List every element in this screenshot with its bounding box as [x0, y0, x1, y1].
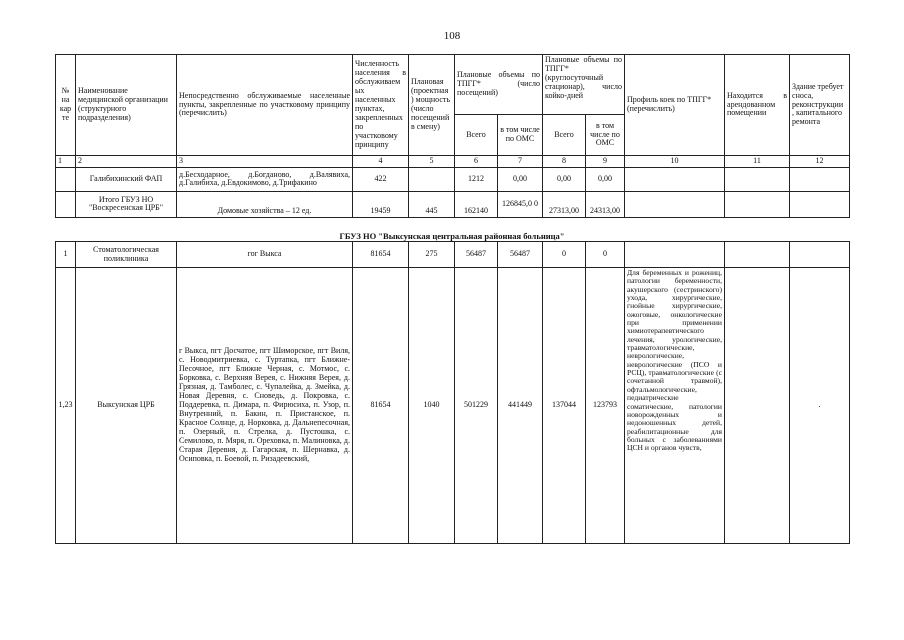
- visits-total: 56487: [455, 242, 498, 268]
- header-population: Численность населения в обслуживаем ых населенных пунктах, закрепленных по участковому принципу: [353, 55, 409, 156]
- subheader-beds-total: Всего: [543, 115, 586, 156]
- row-number: 1: [56, 242, 76, 268]
- capacity: 1040: [409, 268, 455, 544]
- capacity: [409, 167, 455, 191]
- subheader-visits-total: Всего: [455, 115, 498, 156]
- header-repair: Здание требует сноса, реконструкции , капитального ремонта: [790, 55, 850, 156]
- column-number: 8: [543, 156, 586, 168]
- column-number: 4: [353, 156, 409, 168]
- column-number: 11: [725, 156, 790, 168]
- population: 81654: [353, 242, 409, 268]
- organization-name: Стоматологическая поликлиника: [76, 242, 177, 268]
- visits-total: 501229: [455, 268, 498, 544]
- bed-profile: [625, 191, 725, 217]
- settlements: д.Бесходарное, д.Богданово, д.Валявиха, д.Галибиха, д.Евдокимово, д.Трифакино: [177, 167, 353, 191]
- visits-oms: 56487: [498, 242, 543, 268]
- header-number: № на кар те: [56, 55, 76, 156]
- row-number: [56, 191, 76, 217]
- column-number: 7: [498, 156, 543, 168]
- bed-days-total: 137044: [543, 268, 586, 544]
- rented-flag: [725, 268, 790, 544]
- bed-days-oms: 0: [586, 242, 625, 268]
- header-capacity: Плановая (проектная ) мощность (число посещений в смену): [409, 55, 455, 156]
- header-organization: Наименование медицинской организации (структурного подразделения): [76, 55, 177, 156]
- bed-days-total: 0,00: [543, 167, 586, 191]
- column-number: 10: [625, 156, 725, 168]
- settlements: гог Выкса: [177, 242, 353, 268]
- population: 19459: [353, 191, 409, 217]
- header-settlements: Непосредственно обслуживаемые населенные пункты, закрепленные по участковому принципу (перечислить): [177, 55, 353, 156]
- header-row: [56, 55, 850, 115]
- capacity: 445: [409, 191, 455, 217]
- settlements: г Выкса, пгт Досчатое, пгт Шиморское, пгт Виля, с. Новодмитриевка, с. Туртапка, пгт Ближне-Песочное, пгт Ближне Черная, с. Мотмос, с. Борковка, с. Верхняя Верея, с. Нижняя Верея, д. Грязная, д. Тамболес, с. Чупалейка, д. Змейка, д. Новая Деревня, с. Сноведь, д. Покровка, с. Поддеревка, п. Димара, п. Фирюсиха, п. Узор, п. Внутренний, п. Бакин, п. Пристанское, п. Красное Солнце, д. Норковка, д. Дальнепесочная, п. Озерный, п. Стрелка, д. Пустошка, с. Семилово, п. Мяря, п. Ореховка, п. Малиновка, д. Старая Деревня, д. Гагарская, п. Шернавка, д. Осиповка, п. Боевой, п. Ризадеевский,: [177, 268, 353, 544]
- table-row-total: [56, 191, 850, 217]
- column-number: 5: [409, 156, 455, 168]
- repair-flag: [790, 167, 850, 191]
- population: 81654: [353, 268, 409, 544]
- visits-oms: 0,00: [498, 167, 543, 191]
- column-numbers-row: [56, 156, 850, 168]
- repair-flag: .: [790, 268, 850, 544]
- visits-total: 162140: [455, 191, 498, 217]
- visits-oms: 441449: [498, 268, 543, 544]
- column-number: 9: [586, 156, 625, 168]
- table-row: [56, 268, 850, 544]
- visits-total: 1212: [455, 167, 498, 191]
- organization-name: Галибихинский ФАП: [76, 167, 177, 191]
- bed-profile: [625, 242, 725, 268]
- header-rented: Находится в арендованном помещении: [725, 55, 790, 156]
- bed-days-oms: 0,00: [586, 167, 625, 191]
- row-number: 1,23: [56, 268, 76, 544]
- repair-flag: [790, 242, 850, 268]
- column-number: 3: [177, 156, 353, 168]
- header-bed-profile: Профиль коек по ТПГГ* (перечислить): [625, 55, 725, 156]
- capacity: 275: [409, 242, 455, 268]
- column-number: 6: [455, 156, 498, 168]
- population: 422: [353, 167, 409, 191]
- subheader-beds-oms: в том числе по ОМС: [586, 115, 625, 156]
- bed-profile: Для беременных и рожениц, патологии беременности, акушерского (сестринского) ухода, хирургические, гнойные хирургические, ожоговые, онкологические при применении химиотерапевтического лечения, урологические, травматологические, неврологические, неврологические (ПСО и РСЦ), травматологические (с сочетанной травмой), офтальмологические, педиатрические соматические, патологии новорожденных и недоношенных детей, реабилитационные для больных с заболеваниями ЦСН и органов чувств,: [625, 268, 725, 544]
- table-row: [56, 167, 850, 191]
- bed-days-total: 27313,00: [543, 191, 586, 217]
- row-number: [56, 167, 76, 191]
- bed-days-total: 0: [543, 242, 586, 268]
- header-visits-volume: Плановые объемы по ТПГГ* (число посещений): [455, 55, 543, 115]
- page-number: 108: [443, 30, 461, 42]
- column-number: 12: [790, 156, 850, 168]
- header-bed-days-volume: Плановые объемы по ТПГГ* (круглосуточный стационар), число койко-дней: [543, 55, 625, 115]
- rented-flag: [725, 167, 790, 191]
- rented-flag: [725, 242, 790, 268]
- vyksa-table: [55, 241, 850, 544]
- bed-profile: [625, 167, 725, 191]
- bed-days-oms: 123793: [586, 268, 625, 544]
- organization-name: Итого ГБУЗ НО "Воскресенская ЦРБ": [76, 191, 177, 217]
- organization-name: Выксунская ЦРБ: [76, 268, 177, 544]
- beds-table-continued: [55, 54, 850, 218]
- section-title: ГБУЗ НО "Выксунская центральная районная больница": [339, 231, 565, 241]
- column-number: 1: [56, 156, 76, 168]
- repair-flag: [790, 191, 850, 217]
- column-number: 2: [76, 156, 177, 168]
- rented-flag: [725, 191, 790, 217]
- settlements: Домовые хозяйства – 12 ед.: [177, 191, 353, 217]
- table-row: [56, 242, 850, 268]
- subheader-visits-oms: в том числе по ОМС: [498, 115, 543, 156]
- visits-oms: 126845,0 0: [498, 191, 543, 217]
- bed-days-oms: 24313,00: [586, 191, 625, 217]
